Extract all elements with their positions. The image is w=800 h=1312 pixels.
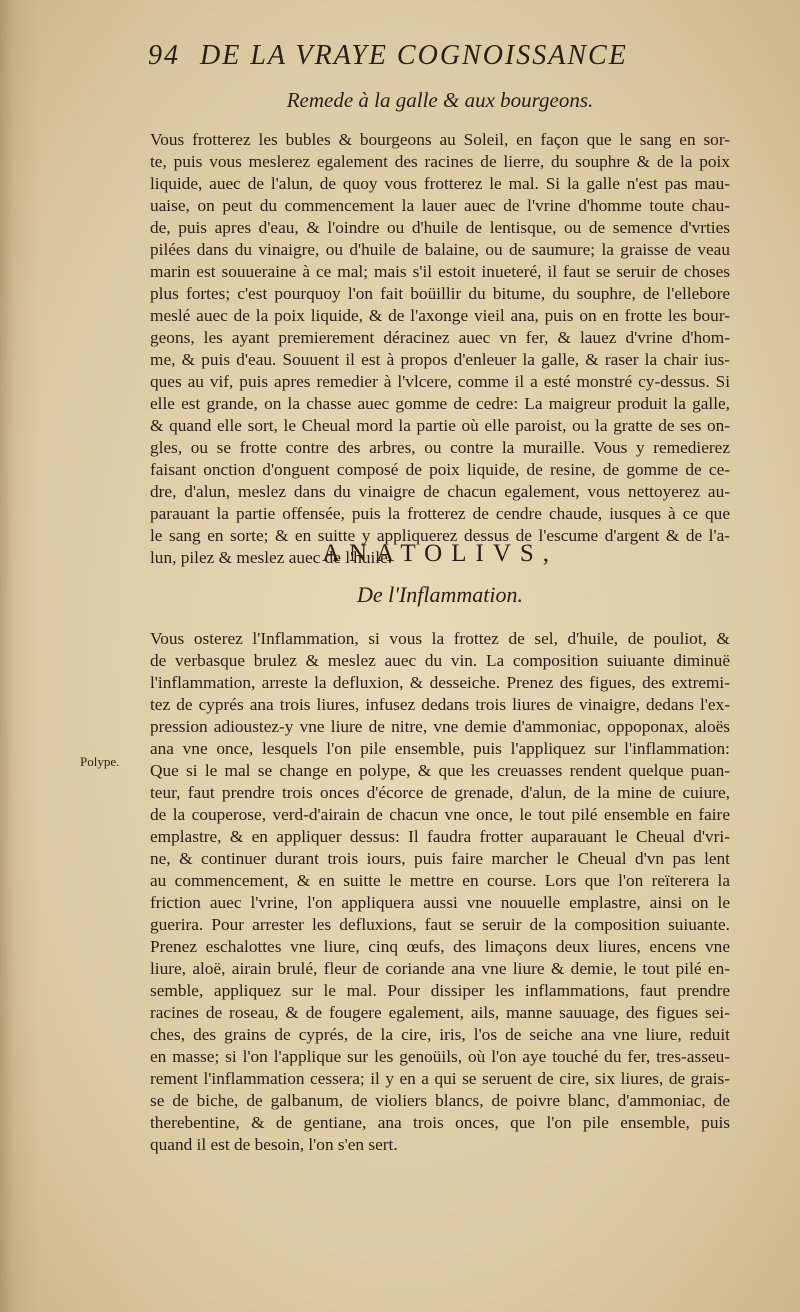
text-line: le sang en sorte; & en suitte y appliquerez dessus de l'escume d'argent & de l'a- bbox=[150, 526, 730, 545]
text-line: me, & puis d'eau. Souuent il est à propos d'enleuer la galle, & raser la chair ius- bbox=[150, 350, 730, 369]
text-line: se de biche, de galbanum, de violiers blancs, de poivre blanc, d'ammoniac, de bbox=[150, 1091, 730, 1110]
text-line: Prenez eschalottes vne liure, cinq œufs, des limaçons deux liures, encens vne bbox=[150, 937, 730, 956]
text-line: friction auec l'vrine, l'on appliquera aussi vne nouuelle emplastre, ainsi on le bbox=[150, 893, 730, 912]
text-line: ana vne once, lesquels l'on pile ensemble, puis l'appliquez sur l'inflammation: bbox=[150, 739, 730, 758]
text-line: & quand elle sort, le Cheual mord la partie où elle paroist, ou la gratte de ses on- bbox=[150, 416, 730, 435]
text-line: dre, d'alun, meslez dans du vinaigre de chacun egalement, vous nettoyerez au- bbox=[150, 482, 730, 501]
text-line: l'inflammation, arreste la defluxion, & desseiche. Prenez des figues, des extremi- bbox=[150, 673, 730, 692]
paragraph-inflammation bbox=[150, 628, 730, 1156]
text-line: marin est souueraine à ce mal; mais s'il estoit inueteré, il faut se seruir de choses bbox=[150, 262, 730, 281]
text-line: rement l'inflammation cessera; il y en a qui se seruent de cire, six liures, de grais- bbox=[150, 1069, 730, 1088]
text-line: meslé auec de la poix liquide, & de l'axonge vieil ana, puis on en frotte les bour- bbox=[150, 306, 730, 325]
text-line: Vous frotterez les bubles & bourgeons au Soleil, en façon que le sang en sor- bbox=[150, 130, 730, 149]
paragraph-galle bbox=[150, 129, 730, 569]
author-heading: ANATOLIVS, bbox=[321, 540, 559, 567]
margin-note: Polype. bbox=[80, 754, 120, 769]
text-line: quand il est de besoin, l'on s'en sert. bbox=[150, 1135, 398, 1154]
text-line: Vous osterez l'Inflammation, si vous la frottez de sel, d'huile, de pouliot, & bbox=[150, 629, 730, 648]
running-header bbox=[148, 40, 728, 80]
text-line: ches, des grains de cyprés, de la cire, iris, l'os de seiche ana vne liure, reduit bbox=[150, 1025, 730, 1044]
text-line: teur, faut prendre trois onces d'écorce de grenade, d'alun, de la mine de cuiure, bbox=[150, 783, 730, 802]
text-line: faisant onction d'onguent composé de poix liquide, de resine, de gomme de ce- bbox=[150, 460, 730, 479]
text-line: guerira. Pour arrester les defluxions, faut se seruir de la composition suiuante. bbox=[150, 915, 730, 934]
text-line: emplastre, & en appliquer dessus: Il faudra frotter auparauant le Cheual d'vri- bbox=[150, 827, 730, 846]
text-line: de, puis apres d'eau, & l'oindre ou d'huile de lentisque, ou de semence d'vrties bbox=[150, 218, 730, 237]
text-line: racines de roseau, & de fougere egalement, ails, manne sauuage, des figues sei- bbox=[150, 1003, 730, 1022]
text-line: lun, pilez & meslez auec de l'huile. bbox=[150, 548, 393, 567]
text-line: ques au vif, puis apres remedier à l'vlcere, comme il a esté monstré cy-dessus. Si bbox=[150, 372, 730, 391]
text-line: Que si le mal se change en polype, & que les creuasses rendent quelque puan- bbox=[150, 761, 730, 780]
text-line: de la couperose, verd-d'airain de chacun vne once, le tout pilé ensemble en faire bbox=[150, 805, 730, 824]
section-heading-galle: Remede à la galle & aux bourgeons. bbox=[286, 88, 594, 112]
text-line: pression adioustez-y vne liure de nitre, vne demie d'ammoniac, oppoponax, aloës bbox=[150, 717, 730, 736]
text-line: ne, & continuer durant trois iours, puis faire marcher le Cheual d'vn pas lent bbox=[150, 849, 730, 868]
section-heading-inflammation: De l'Inflammation. bbox=[356, 582, 524, 607]
text-line: de verbasque brulez & meslez auec du vin. La composition suiuante diminuë bbox=[150, 651, 730, 670]
text-line: geons, les ayant premierement déracinez auec vn fer, & lauez d'vrine d'hom- bbox=[150, 328, 730, 347]
text-line: parauant la partie offensée, puis la frotterez de cendre chaude, iusques à ce que bbox=[150, 504, 730, 523]
text-line: therebentine, & de gentiane, ana trois onces, que l'on pile ensemble, puis bbox=[150, 1113, 730, 1132]
text-line: te, puis vous meslerez egalement des racines de lierre, du souphre & de la poix bbox=[150, 152, 730, 171]
text-line: uaise, on peut du commencement la lauer auec de l'vrine d'homme toute chau- bbox=[150, 196, 730, 215]
text-line: elle est grande, on la chasse auec gomme de cedre: La maigreur produit la galle, bbox=[150, 394, 730, 413]
page-number: 94 bbox=[148, 40, 180, 71]
running-title: DE LA VRAYE COGNOISSANCE bbox=[200, 40, 628, 71]
text-line: tez de cyprés ana trois liures, infusez dedans trois liures de vinaigre, dedans l'ex- bbox=[150, 695, 730, 714]
text-line: liquide, auec de l'alun, de quoy vous frotterez le mal. Si la galle n'est pas mau- bbox=[150, 174, 730, 193]
text-line: pilées dans du vinaigre, ou d'huile de balaine, ou de saumure; la graisse de veau bbox=[150, 240, 730, 259]
text-line: en masse; si l'on l'applique sur les genoüils, où l'on aye touché du fer, tres-asseu- bbox=[150, 1047, 730, 1066]
text-line: au commencement, & en suitte le mettre en course. Lors que l'on reïterera la bbox=[150, 871, 730, 890]
text-line: semble, appliquez sur le mal. Pour dissiper les inflammations, faut prendre bbox=[150, 981, 730, 1000]
text-line: liure, aloë, airain brulé, fleur de coriande ana vne liure & demie, le tout pilé en- bbox=[150, 959, 730, 978]
text-line: plus fortes; c'est pourquoy l'on fait boüillir du bitume, du souphre, de l'ellebore bbox=[150, 284, 730, 303]
text-line: gles, ou se frotte contre des arbres, ou contre la muraille. Vous y remedierez bbox=[150, 438, 730, 457]
